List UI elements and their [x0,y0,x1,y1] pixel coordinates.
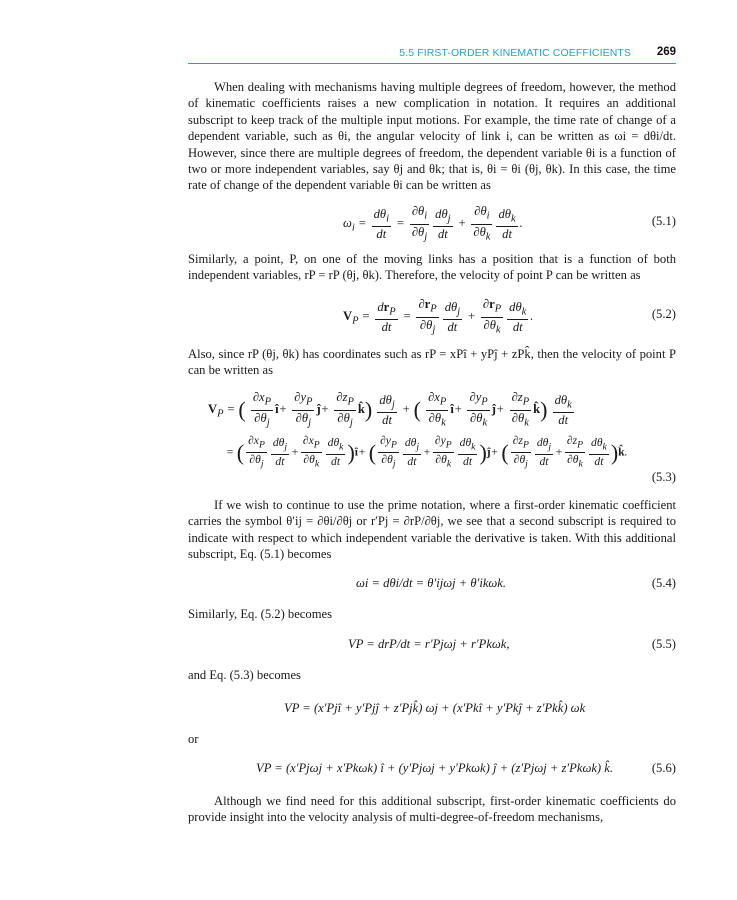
eq4-label: (5.4) [651,576,676,590]
eq2-body: $V_P$ = $\frac{dr_P}{dt}$ = $\frac{\partial r_P}{\partial\theta_j}$ $\frac{d\theta_j}{dt}$ + $\frac{\partial r_P}{\partial\theta_k}$ $\frac{d\theta_k}{dt}$ . [343,297,534,336]
eq6-body: VP = (x′Pjî + y′Pjĵ + z′Pjk̂) ωj + (x′Pkî + y′Pkĵ + z′Pkk̂) ωk [284,701,586,715]
eq3-line2: = ( $\frac{\partial x_P}{\partial\theta_j}$ $\frac{d\theta_j}{dt}$ + $\frac{\partial x_P}{\partial\theta_k}$ $\frac{d\theta_k}{dt}$ )î+ ( $\frac{\partial y_P}{\partial\theta_j}$ $\frac{d\theta_j}{dt}$ + $\frac{\partial y_P}{\partial\theta_k}$ $\frac{d\theta_k}{dt}$ )ĵ+ ( $\frac{\partial z_P}{\partial\theta_j}$ $\frac{d\theta_j}{dt}$ + $\frac{\partial z_P}{\partial\theta_k}$ $\frac{d\theta_k}{dt}$ )k̂. [226,434,628,470]
equation-5-2 [188,297,676,335]
eq7-label: (5.6) [651,761,676,775]
eq2-label: (5.2) [651,307,676,321]
eq5-body: VP = drP/dt = r′Pjωj + r′Pkωk, [348,637,510,651]
equation-5-3 [188,390,676,488]
paragraph-2: Similarly, a point, P, on one of the moving links has a position that is a function of both independent variables, rP = rP (θj, θk). Therefore, the velocity of point P can be written as [188,252,676,283]
paragraph-6: and Eq. (5.3) becomes [188,668,301,682]
eq4-body: ωi = dθi/dt = θ′ijωj + θ′ikωk. [356,576,507,590]
paragraph-3: Also, since rP (θj, θk) has coordinates such as rP = xPî + yPĵ + zPk̂, then the velocity of point P can be written as [188,347,676,378]
header-rule [188,63,676,64]
section-title: 5.5 FIRST-ORDER KINEMATIC COEFFICIENTS [399,47,631,59]
equation-5-4 [188,576,676,594]
paragraph-5: Similarly, Eq. (5.2) becomes [188,607,332,621]
paragraph-8: Although we find need for this additional subscript, first-order kinematic coefficients do provide insight into the velocity analysis of multi-degree-of-freedom mechanisms, [188,794,676,825]
equation-5-5 [188,637,676,655]
page-number: 269 [656,46,676,58]
equation-5-1 [188,204,676,242]
eq5-label: (5.5) [651,637,676,651]
paragraph-7: or [188,732,199,746]
eq3-label: (5.3) [651,470,676,484]
running-header [188,44,676,62]
paragraph-4: If we wish to continue to use the prime notation, where a first-order kinematic coefficient carries the symbol θ′ij = ∂θi/∂θj or r′Pj = ∂rP/∂θj, we see that a second subscript is required to indicate with respect to which independent variable the derivative is taken. With this additional subscript, Eq. (5.1) becomes [188,498,676,562]
eq1-label: (5.1) [651,214,676,228]
eq3-line1: $V_P$ = ( $\frac{\partial x_P}{\partial\theta_j}$ î+ $\frac{\partial y_P}{\partial\theta_j}$ ĵ+ $\frac{\partial z_P}{\partial\theta_j}$ k̂) $\frac{d\theta_j}{dt}$ + ( $\frac{\partial x_P}{\partial\theta_k}$ î+ $\frac{\partial y_P}{\partial\theta_k}$ ĵ+ $\frac{\partial z_P}{\partial\theta_k}$ k̂) $\frac{d\theta_k}{dt}$ [208,390,572,429]
equation-5-6a [188,701,676,721]
eq1-body: $\omega_i$ = $\frac{d\theta_i}{dt}$ = $\frac{\partial\theta_i}{\partial\theta_j}$ $\frac{d\theta_j}{dt}$ + $\frac{\partial\theta_i}{\partial\theta_k}$ $\frac{d\theta_k}{dt}$ . [343,204,523,243]
equation-5-6 [188,761,676,781]
eq7-body: VP = (x′Pjωj + x′Pkωk) î + (y′Pjωj + y′Pkωk) ĵ + (z′Pjωj + z′Pkωk) k̂. [256,761,614,775]
paragraph-1: When dealing with mechanisms having multiple degrees of freedom, however, the method of kinematic coefficients raises a new complication in notation. It requires an additional subscript to keep track of the multiple input motions. For example, the time rate of change of a dependent variable, such as θi, the angular velocity of link i, can be written as ωi = dθi/dt. However, since there are multiple degrees of freedom, the dependent variable θi is a function of two or more independent variables, say θj and θk; that is, θi = θi (θj, θk). In this case, the time rate of change of the dependent variable θi can be written as [188,80,676,193]
